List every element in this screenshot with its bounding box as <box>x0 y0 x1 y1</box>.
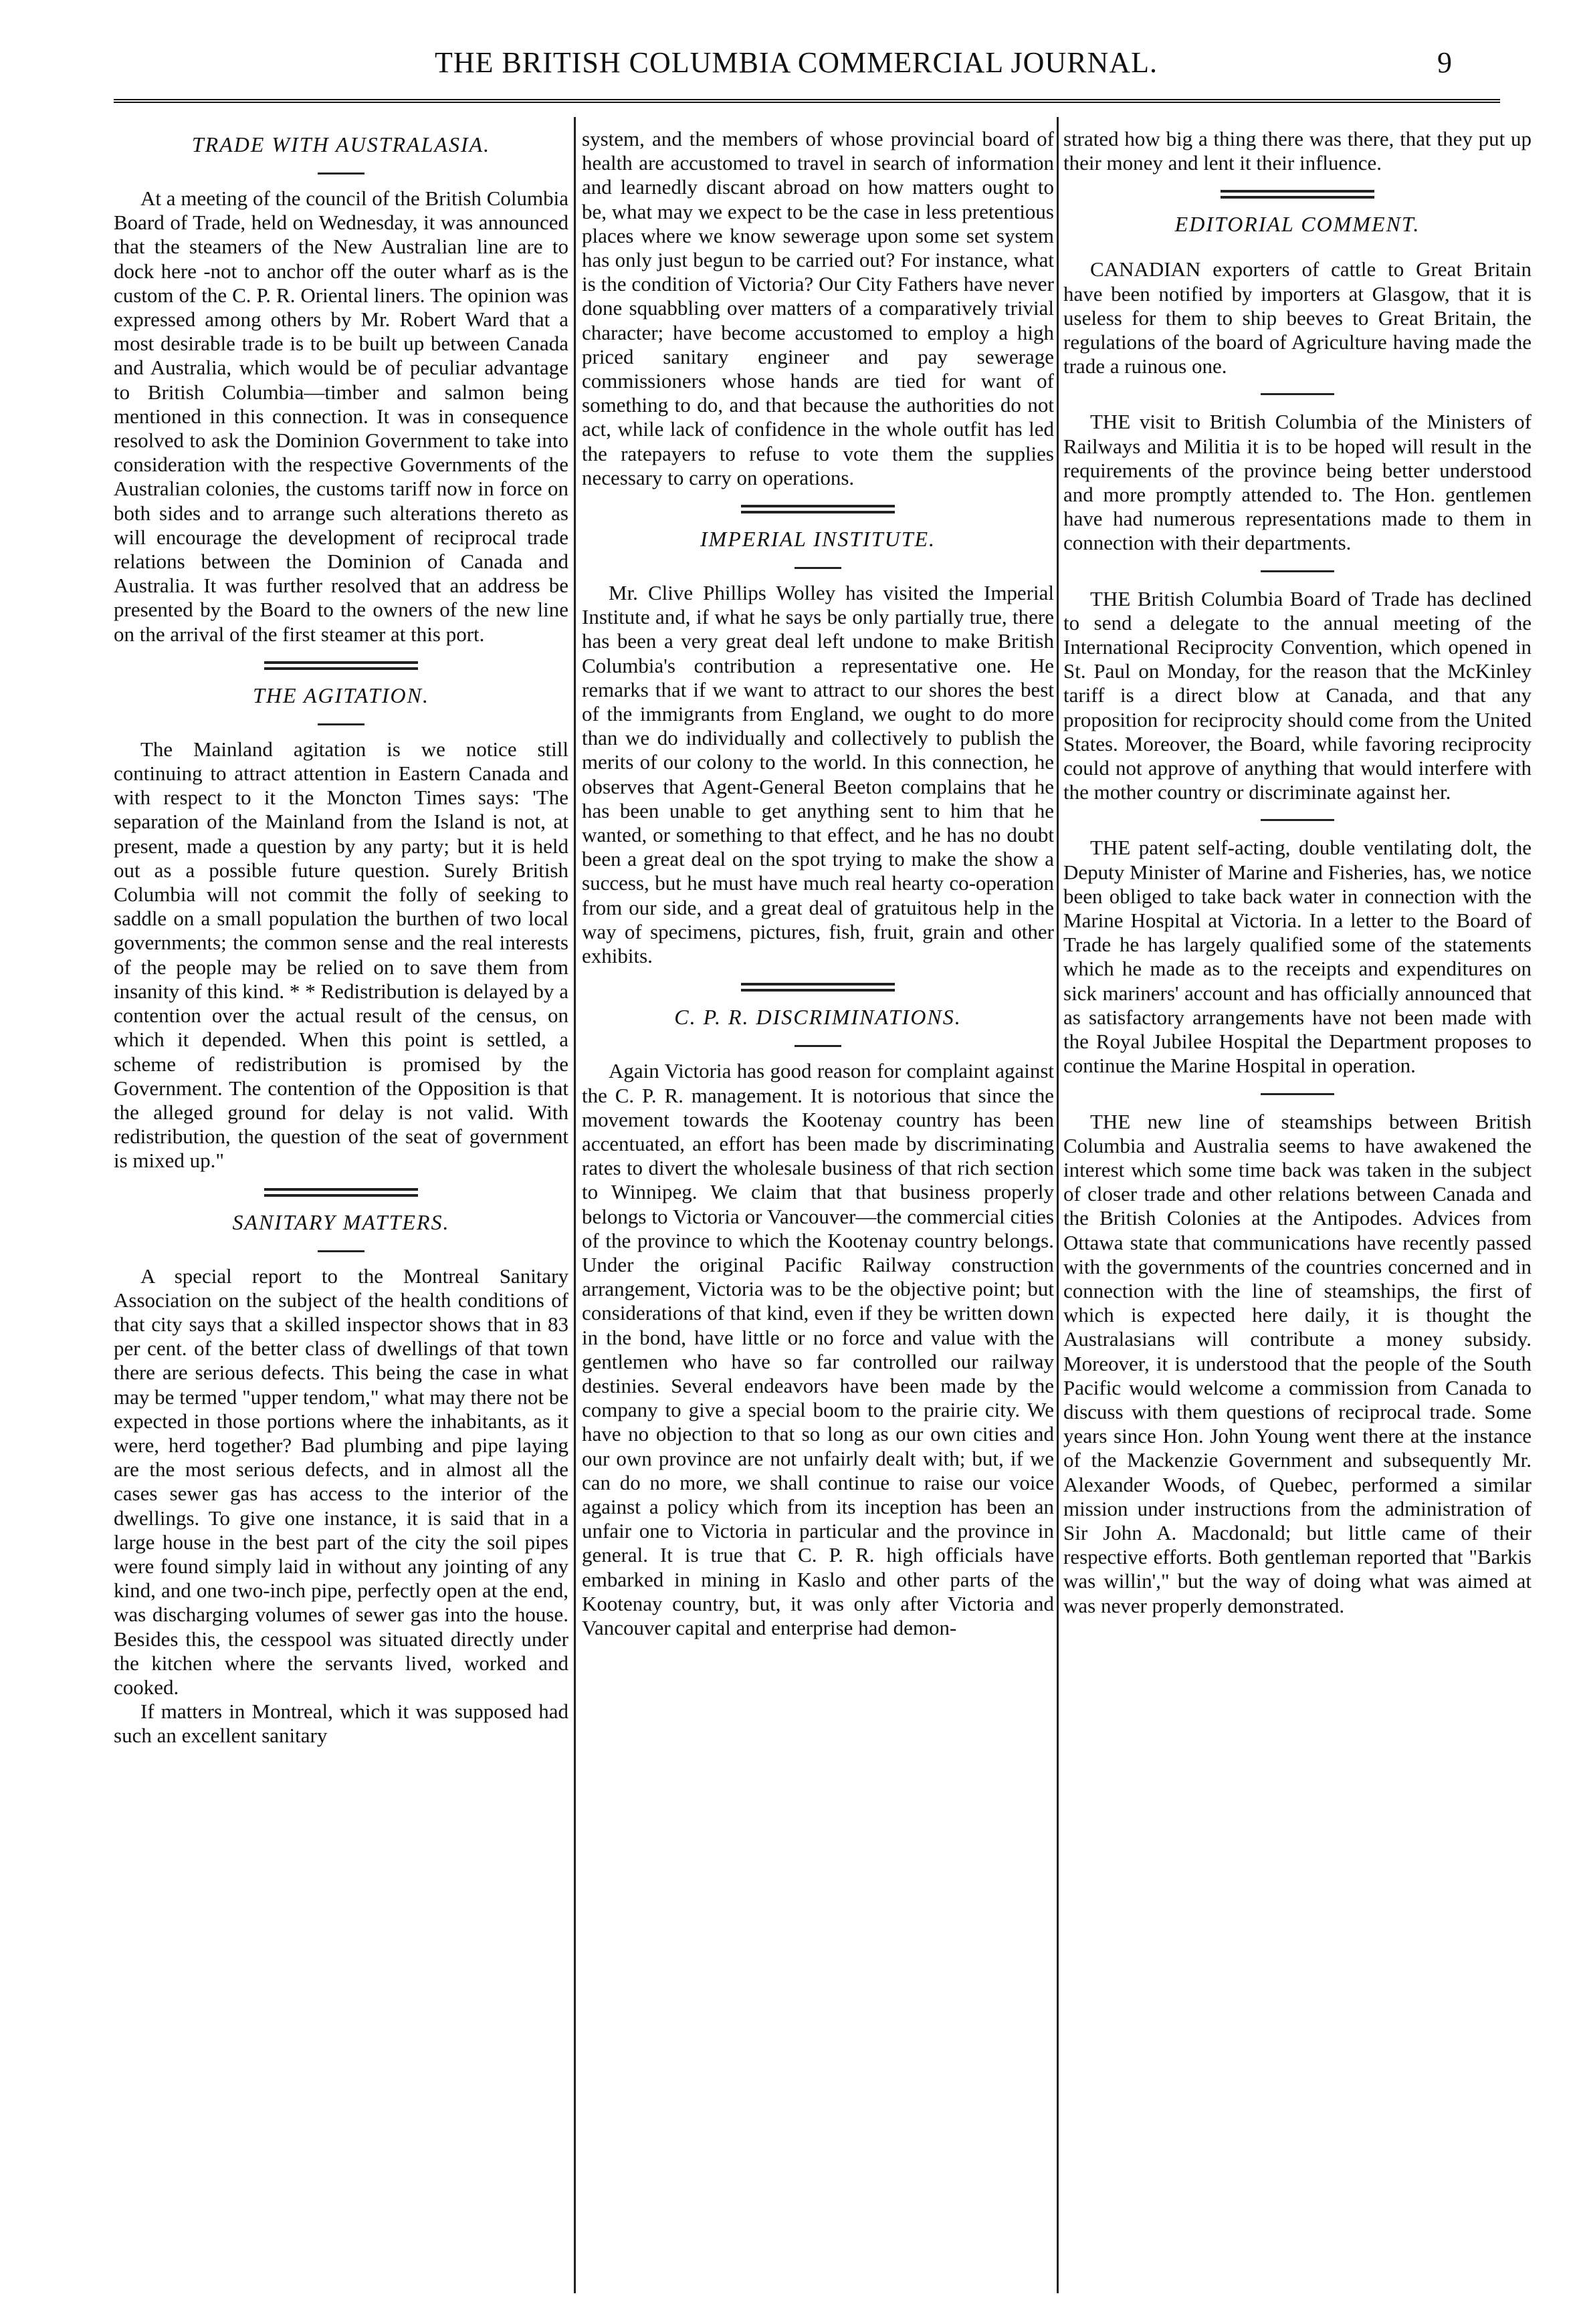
article-paragraph: Mr. Clive Phillips Wolley has visited the Imperial Institute and, if what he says be only partially true, there has been a very great deal left undone to make British Columbia's contribution a representative one. He remarks that if we want to attract to our shores the best of the immigrants from England, we ought to do more than we do individually and collectively to publish the merits of our colony to the world. In this connection, he observes that Agent-General Beeton complains that he has been unable to get anything sent to him that he wanted, or something to that effect, and he has no doubt been a great deal on the spot trying to make the show a success, but he must have much real hearty co-operation from our side, and a great deal of gratuitous help in the way of specimens, pictures, fish, fruit, grain and other exhibits. <box>582 581 1054 968</box>
article-paragraph: A special report to the Montreal Sanitary Association on the subject of the health conditions of that city says that a skilled inspector shows that in 83 per cent. of the better class of dwellings of that town there are serious defects. This being the case in what may be termed "upper tendom," what may there not be expected in those portions where the inhabitants, as it were, herd together? Bad plumbing and pipe laying are the most serious defects, and in almost all the cases sewer gas has access to the interior of the dwellings. To give one instance, it is said that in a large house in the best part of the city the soil pipes were found simply laid in without any jointing of any kind, and one two-inch pipe, perfectly open at the end, was discharging volumes of sewer gas into the house. Besides this, the cesspool was situated directly under the kitchen where the servants lived, worked and cooked. <box>114 1264 568 1699</box>
heading-dash <box>318 172 364 175</box>
article-heading: EDITORIAL COMMENT. <box>1174 212 1420 237</box>
article-paragraph: At a meeting of the council of the British Columbia Board of Trade, held on Wednesday, it was announced that the steamers of the New Australian line are to dock here -not to anchor off the outer wharf as is the custom of the C. P. R. Oriental liners. The opinion was expressed among others by Mr. Robert Ward that a most desirable trade is to be built up between Canada and Australia, which would be of peculiar advantage to British Columbia—timber and salmon being mentioned in this connection. It was in consequence resolved to ask the Dominion Government to take into consideration with the respective Governments of the Australian colonies, the customs tariff now in force on both sides and to arrange such alterations thereto as will encourage the development of reciprocal trade relations between the Dominion of Canada and Australia. It was further resolved that an address be presented by the Board to the owners of the new line on the arrival of the first steamer at this port. <box>114 187 568 646</box>
editorial-paragraph: THE visit to British Columbia of the Ministers of Railways and Militia it is to be hoped will result in the requirements of the province being better understood and more promptly attended to. The Hon. gentlemen have had numerous representations made to them in connection with their departments. <box>1063 410 1532 555</box>
masthead <box>114 45 1479 92</box>
column-divider <box>1057 117 1059 2293</box>
journal-title: THE BRITISH COLUMBIA COMMERCIAL JOURNAL. <box>435 46 1158 79</box>
article-paragraph: Again Victoria has good reason for complaint against the C. P. R. management. It is notorious that since the movement towards the Kootenay country has been accentuated, an effort has been made by discriminating rates to divert the wholesale business of that rich section to Winnipeg. We claim that that business properly belongs to Victoria or Vancouver—the commercial cities of the province to which the Kootenay country belongs. Under the original Pacific Railway construction arrangement, Victoria was to be the objective point; but considerations of that kind, even if they be written down in the bond, have little or no force and value with the gentlemen who have so far controlled our railway destinies. Several endeavors have been made by the company to give a special boom to the prairie city. We have no objection to that so long as our own cities and our own province are not unfairly dealt with; but, if we can do no more, we shall continue to raise our voice against a policy which from its inception has been an unfair one to Victoria in particular and the province in general. It is true that C. P. R. high officials have embarked in mining in Kaslo and other parts of the Kootenay country, but, it was only after Victoria and Vancouver capital and enterprise had demon- <box>582 1059 1054 1639</box>
editorial-paragraph: THE new line of steamships between British Columbia and Australia seems to have awakened the interest which some time back was taken in the subject of closer trade and other relations between Canada and the British Colonies at the Antipodes. Advices from Ottawa state that communications have recently passed with the governments of the countries concerned and in connection with the line of steamships, the first of which is expected here daily, it is thought the Australasians will contribute a money subsidy. Moreover, it is understood that the people of the South Pacific would welcome a commission from Canada to discuss with them questions of reciprocal trade. Some years since Hon. John Young went there at the instance of the Mackenzie Government and subsequently Mr. Alexander Woods, of Quebec, performed a similar mission under instructions from the administration of Sir John A. Macdonald; but little came of their respective efforts. Both gentleman reported that "Barkis was willin'," but the way of doing what was aimed at was never properly demonstrated. <box>1063 1109 1532 1617</box>
editorial-paragraph: THE British Columbia Board of Trade has declined to send a delegate to the annual meeting of the International Reciprocity Convention, which opened in St. Paul on Monday, for the reason that the McKinley tariff is a direct blow at Canada, and that any proposition for reciprocity should come from the United States. Moreover, the Board, while favoring reciprocity could not approve of anything that would interfere with the mother country or discriminate against her. <box>1063 586 1532 804</box>
header-rule <box>114 99 1500 106</box>
paragraph-rule <box>1261 393 1334 395</box>
heading-dash <box>318 1250 364 1252</box>
column-3 <box>1063 127 1532 2287</box>
heading-dash <box>795 1045 841 1047</box>
paragraph-rule <box>1261 1093 1334 1095</box>
paragraph-rule <box>1261 570 1334 572</box>
section-rule <box>1221 190 1374 199</box>
column-divider <box>574 117 576 2293</box>
heading-dash <box>318 723 364 725</box>
section-rule <box>264 1188 418 1197</box>
column-1 <box>114 127 568 2287</box>
paragraph-rule <box>1261 819 1334 821</box>
editorial-paragraph: CANADIAN exporters of cattle to Great Britain have been notified by importers at Glasgow, that it is useless for them to ship beeves to Great Britain, the regulations of the board of Agriculture having made the trade a ruinous one. <box>1063 257 1532 378</box>
editorial-paragraph: THE patent self-acting, double ventilating dolt, the Deputy Minister of Marine and Fisheries, has, we notice been obliged to take back water in connection with the Marine Hospital at Victoria. In a letter to the Board of Trade he has largely qualified some of the statements which he made as to the receipts and expenditures on sick mariners' account and has officially announced that as satisfactory arrangements have not been made with the Royal Jubilee Hospital the Department proposes to continue the Marine Hospital in operation. <box>1063 836 1532 1078</box>
article-heading: SANITARY MATTERS. <box>232 1209 450 1234</box>
article-paragraph: system, and the members of whose provincial board of health are accustomed to travel in search of information and learnedly discant abroad on how matters ought to be, what may we expect to be the case in less pretentious places where we know sewerage upon some set system has only just begun to be carried out? For instance, what is the condition of Victoria? Our City Fathers have never done squabbling over matters of a comparatively trivial character; have become accustomed to employ a high priced sanitary engineer and pay sewerage commissioners whose hands are tied for want of something to do, and that because the authorities do not act, while lack of confidence in the whole outfit has led the ratepayers to refuse to vote them the supplies necessary to carry on operations. <box>582 127 1054 489</box>
article-paragraph: strated how big a thing there was there, that they put up their money and lent it their influence. <box>1063 127 1532 175</box>
heading-dash <box>795 567 841 569</box>
article-heading: THE AGITATION. <box>253 683 429 707</box>
article-paragraph: The Mainland agitation is we notice still continuing to attract attention in Eastern Canada and with respect to it the Moncton Times says: 'The separation of the Mainland from the Island is not, at present, made a question by any party; but it is held out as a possible future question. Surely British Columbia will not commit the folly of seeking to saddle on a small population the burthen of two local governments; the common sense and the real interests of the people may be relied on to save them from insanity of this kind. * * Redistribution is delayed by a contention over the actual result of the census, on which it depended. When this point is settled, a scheme of redistribution is promised by the Government. The contention of the Opposition is that the alleged ground for delay is not valid. With redistribution, the question of the seat of government is mixed up." <box>114 737 568 1173</box>
article-heading: IMPERIAL INSTITUTE. <box>700 527 936 552</box>
article-heading: TRADE WITH AUSTRALASIA. <box>191 132 491 156</box>
page-number: 9 <box>1437 46 1452 79</box>
section-rule <box>741 505 895 513</box>
article-heading: C. P. R. DISCRIMINATIONS. <box>674 1005 962 1030</box>
section-rule <box>264 661 418 670</box>
column-2 <box>582 127 1054 2287</box>
article-paragraph: If matters in Montreal, which it was supposed had such an excellent sanitary <box>114 1700 568 1748</box>
section-rule <box>741 983 895 992</box>
